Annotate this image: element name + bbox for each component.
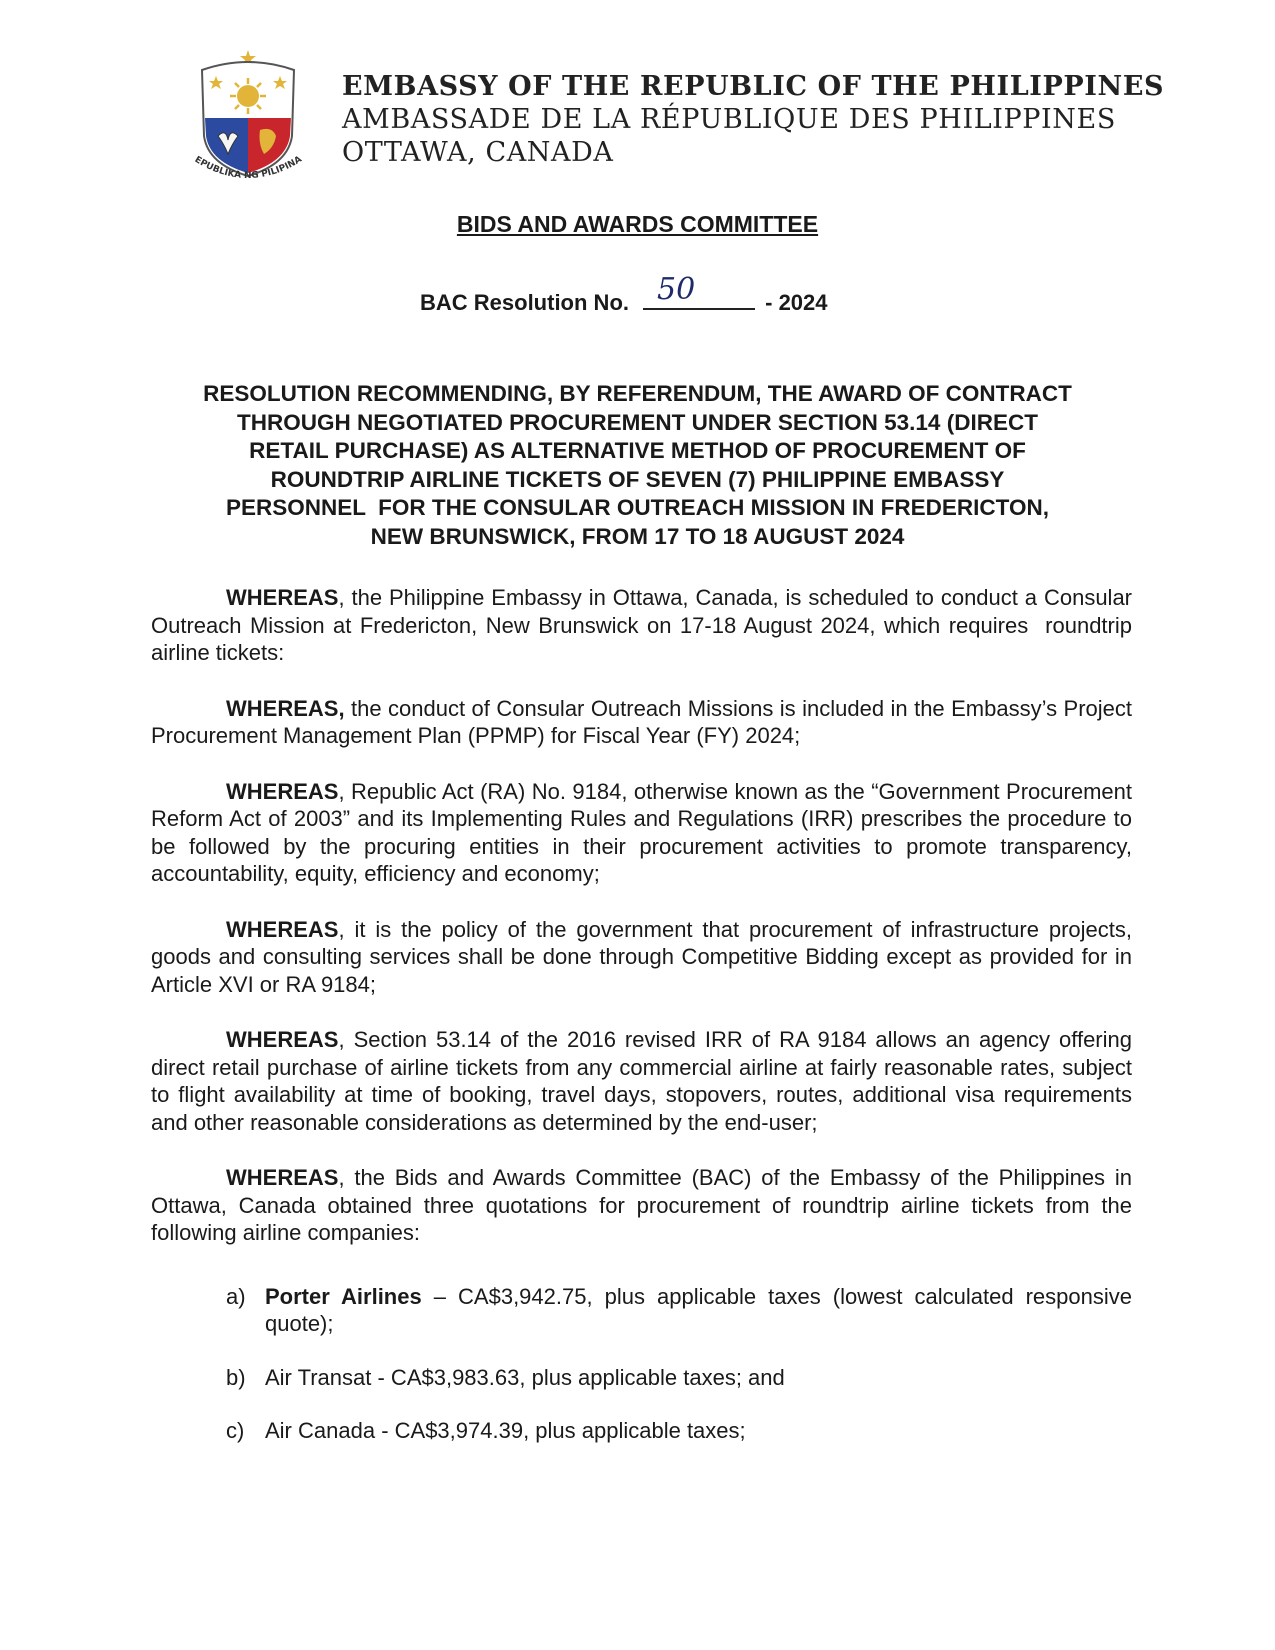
airline-name: Air Canada — [265, 1418, 376, 1443]
quote-text — [265, 1364, 1132, 1392]
whereas-paragraph — [151, 1026, 1132, 1136]
list-item — [151, 1417, 1132, 1445]
title-line: PERSONNEL FOR THE CONSULAR OUTREACH MISSION IN FREDERICTON, — [226, 495, 1049, 520]
list-marker: a) — [226, 1283, 246, 1309]
quote-detail: - CA$3,983.63, plus applicable taxes; and — [371, 1364, 785, 1390]
whereas-lead: WHEREAS, — [226, 695, 345, 721]
resolution-number-handwritten: 50 — [657, 272, 696, 307]
whereas-paragraph — [151, 778, 1132, 888]
whereas-text: , Republic Act (RA) No. 9184, otherwise known as the “Government Procurement Reform Act of 2003” and its Implementing Rules and Regulations (IRR) prescribes the procedure to be followed by the procuring entities in their procurement activities to promote transparency, accountability, equity, efficiency and economy; — [151, 778, 1132, 886]
list-item — [151, 1283, 1132, 1338]
whereas-text: , it is the policy of the government that procurement of infrastructure projects, goods and consulting services shall be done through Competitive Bidding except as provided for in Article XVI or RA 9184; — [151, 916, 1132, 997]
philippine-seal-icon — [188, 44, 308, 194]
list-marker: c) — [226, 1418, 245, 1443]
quote-text — [265, 1283, 1132, 1338]
embassy-name-french: AMBASSADE DE LA RÉPUBLIQUE DES PHILIPPINES — [342, 104, 1116, 135]
whereas-paragraph — [151, 1164, 1132, 1247]
whereas-text: , the Philippine Embassy in Ottawa, Canada, is scheduled to conduct a Consular Outreach Mission at Fredericton, New Brunswick on 17-18 August 2024, which requires roundtrip airline tickets: — [151, 585, 1139, 665]
resolution-year: - 2024 — [765, 290, 828, 315]
whereas-text: , Section 53.14 of the 2016 revised IRR of RA 9184 allows an agency offering direct retail purchase of airline tickets from any commercial airline at fairly reasonable rates, subject to flight availability at time of booking, travel days, stopovers, routes, additional visa requirements and other reasonable considerations as determined by the end-user; — [151, 1027, 1132, 1135]
committee-heading: BIDS AND AWARDS COMMITTEE — [456, 211, 819, 237]
title-line: RETAIL PURCHASE) AS ALTERNATIVE METHOD OF PROCUREMENT OF — [249, 438, 1026, 463]
whereas-lead: WHEREAS — [226, 916, 339, 942]
quote-text — [265, 1417, 1132, 1445]
whereas-text: the conduct of Consular Outreach Missions is included in the Embassy’s Project Procurement Management Plan (PPMP) for Fiscal Year (FY) 2024; — [151, 695, 1132, 748]
airline-name: Air Transat — [265, 1364, 372, 1390]
list-item — [151, 1364, 1132, 1392]
resolution-title — [140, 380, 1135, 551]
resolution-label: BAC Resolution No. — [420, 290, 629, 315]
quotation-list — [151, 1283, 1132, 1445]
whereas-paragraph — [151, 695, 1132, 750]
whereas-lead: WHEREAS — [226, 1165, 339, 1190]
whereas-lead: WHEREAS — [226, 1027, 339, 1052]
whereas-lead: WHEREAS — [226, 585, 339, 610]
title-line: ROUNDTRIP AIRLINE TICKETS OF SEVEN (7) PHILIPPINE EMBASSY — [270, 466, 1005, 492]
embassy-name-english: EMBASSY OF THE REPUBLIC OF THE PHILIPPINES — [342, 71, 1165, 102]
airline-name: Porter Airlines — [265, 1283, 422, 1309]
resolution-number-blank — [643, 272, 755, 310]
seal-motto: EPUBLIKA NG PILIPINA — [192, 154, 304, 182]
whereas-paragraph — [151, 916, 1132, 999]
whereas-text: , the Bids and Awards Committee (BAC) of the Embassy of the Philippines in Ottawa, Canada obtained three quotations for procurement of roundtrip airline tickets from the following airline companies: — [151, 1165, 1132, 1245]
list-marker: b) — [226, 1364, 246, 1390]
title-line: NEW BRUNSWICK, FROM 17 TO 18 AUGUST 2024 — [370, 523, 905, 549]
resolution-number-line — [420, 272, 828, 316]
whereas-paragraph — [151, 584, 1139, 667]
resolution-body — [151, 584, 1139, 1471]
quote-detail: – CA$3,942.75, plus applicable taxes (lowest calculated responsive quote); — [265, 1283, 1132, 1336]
quote-detail: - CA$3,974.39, plus applicable taxes; — [375, 1418, 746, 1443]
title-line: THROUGH NEGOTIATED PROCUREMENT UNDER SECTION 53.14 (DIRECT — [237, 409, 1038, 435]
whereas-lead: WHEREAS — [226, 778, 339, 804]
title-line: RESOLUTION RECOMMENDING, BY REFERENDUM, THE AWARD OF CONTRACT — [203, 381, 1072, 406]
embassy-city: OTTAWA, CANADA — [342, 137, 614, 168]
letterhead — [342, 70, 1164, 169]
